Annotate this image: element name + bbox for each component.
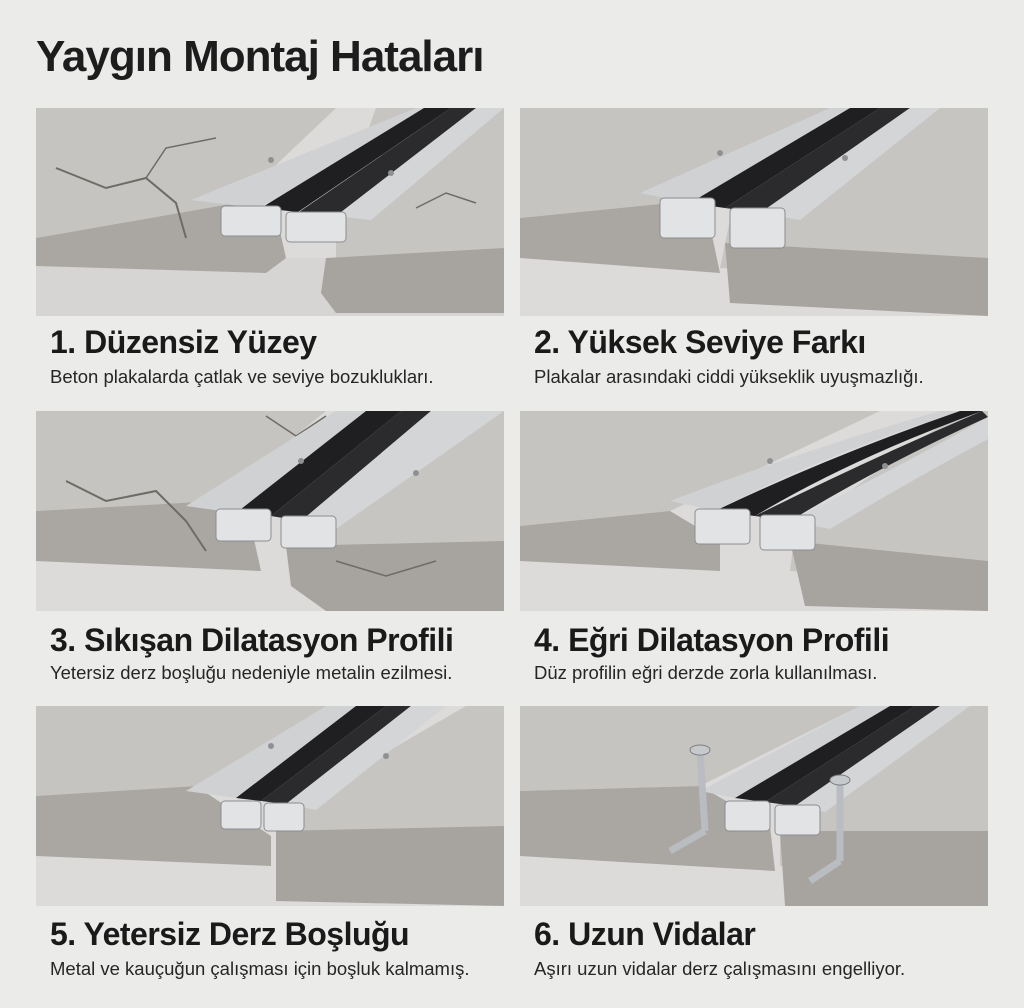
card-description: Düz profilin eğri derzde zorla kullanılması.	[534, 662, 878, 683]
jammed-profile-illustration	[36, 411, 504, 611]
narrow-joint-illustration	[36, 706, 504, 906]
long-screws-illustration	[520, 706, 988, 906]
uneven-surface-illustration	[36, 108, 504, 316]
page-title: Yaygın Montaj Hataları	[36, 32, 484, 81]
curved-profile-illustration	[520, 411, 988, 611]
error-card-6	[520, 706, 988, 979]
card-description: Metal ve kauçuğun çalışması için boşluk kalmamış.	[50, 958, 470, 979]
card-title: 3. Sıkışan Dilatasyon Profili	[50, 622, 454, 658]
error-card-4	[520, 411, 988, 683]
error-card-3	[36, 411, 504, 683]
card-description: Aşırı uzun vidalar derz çalışmasını engelliyor.	[534, 958, 906, 979]
card-title: 5. Yetersiz Derz Boşluğu	[50, 916, 410, 952]
card-title: 4. Eğri Dilatasyon Profili	[534, 622, 890, 658]
card-description: Beton plakalarda çatlak ve seviye bozuklukları.	[50, 366, 434, 387]
error-card-1	[36, 108, 504, 387]
height-difference-illustration	[520, 108, 988, 316]
card-title: 1. Düzensiz Yüzey	[50, 324, 317, 360]
error-card-2	[520, 108, 988, 387]
card-description: Plakalar arasındaki ciddi yükseklik uyuşmazlığı.	[534, 366, 924, 387]
card-title: 6. Uzun Vidalar	[534, 916, 756, 952]
card-description: Yetersiz derz boşluğu nedeniyle metalin ezilmesi.	[50, 662, 453, 683]
card-title: 2. Yüksek Seviye Farkı	[534, 324, 866, 360]
error-card-5	[36, 706, 504, 979]
